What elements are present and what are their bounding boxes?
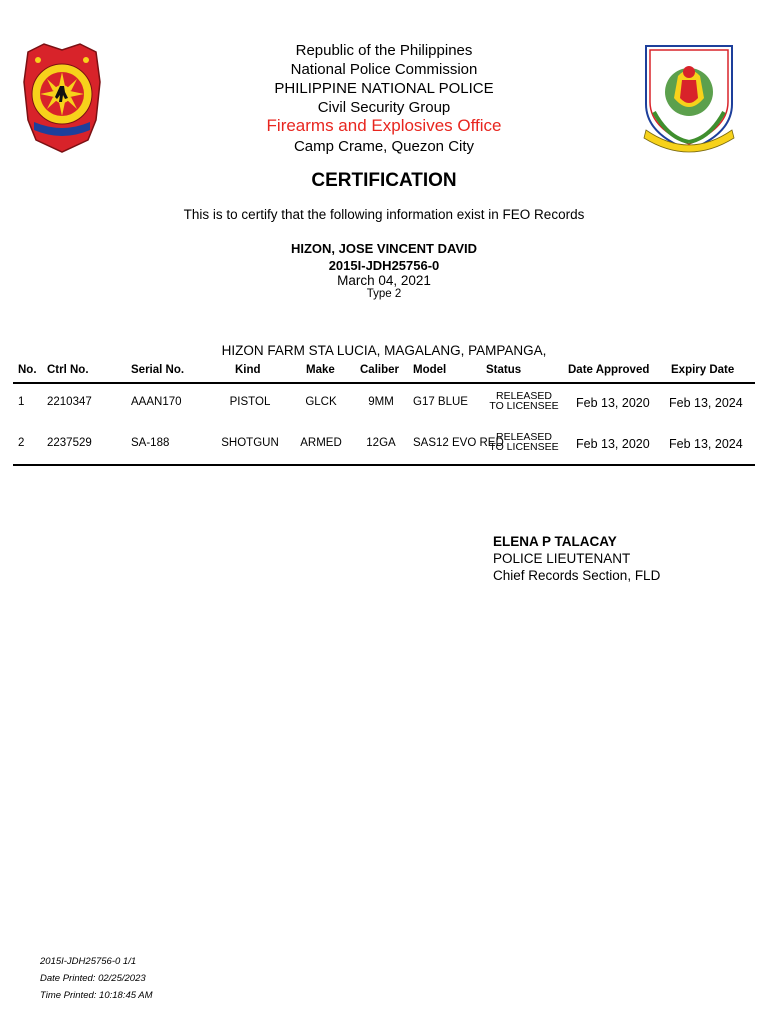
cell-make: GLCK xyxy=(305,396,337,408)
col-header-status: Status xyxy=(486,364,522,376)
table-bottom-rule xyxy=(13,464,755,466)
certification-date: March 04, 2021 xyxy=(337,273,431,288)
col-header-make: Make xyxy=(306,364,335,376)
header-office: Firearms and Explosives Office xyxy=(266,116,502,135)
table-top-rule xyxy=(13,382,755,384)
cell-ctrl-no: 2237529 xyxy=(47,437,92,449)
status-line: RELEASED xyxy=(495,390,553,402)
header-csg: Civil Security Group xyxy=(317,99,451,116)
status-line: TO LICENSEE xyxy=(489,400,559,412)
col-header-model: Model xyxy=(413,364,447,376)
cell-kind: SHOTGUN xyxy=(221,437,279,449)
cell-no: 2 xyxy=(18,437,25,449)
license-type: Type 2 xyxy=(366,288,402,300)
status-line: TO LICENSEE xyxy=(489,441,559,453)
col-header-expiry-date: Expiry Date xyxy=(671,364,735,376)
signatory-name: ELENA P TALACAY xyxy=(493,534,617,549)
cell-expiry-date: Feb 13, 2024 xyxy=(669,437,743,451)
cell-model: G17 BLUE xyxy=(413,396,468,408)
cell-caliber: 9MM xyxy=(368,396,394,408)
cell-ctrl-no: 2210347 xyxy=(47,396,92,408)
col-header-kind: Kind xyxy=(235,364,261,376)
header-location: Camp Crame, Quezon City xyxy=(293,138,475,155)
cell-status xyxy=(482,432,566,452)
signatory-position: Chief Records Section, FLD xyxy=(493,568,661,583)
col-header-date-approved: Date Approved xyxy=(568,364,650,376)
cell-make: ARMED xyxy=(300,437,342,449)
cell-date-approved: Feb 13, 2020 xyxy=(576,437,650,451)
document-title: CERTIFICATION xyxy=(311,170,457,191)
cell-caliber: 12GA xyxy=(366,437,396,449)
col-header-serial-no: Serial No. xyxy=(131,364,185,376)
footer-page-ref: 2015I-JDH25756-0 1/1 xyxy=(40,956,137,967)
cell-kind: PISTOL xyxy=(229,396,271,408)
cell-serial-no: AAAN170 xyxy=(131,396,182,408)
col-header-caliber: Caliber xyxy=(360,364,399,376)
signatory-rank: POLICE LIEUTENANT xyxy=(493,551,631,566)
header-napolcom: National Police Commission xyxy=(290,61,478,78)
cell-model: SAS12 EVO RED xyxy=(413,437,504,449)
cell-expiry-date: Feb 13, 2024 xyxy=(669,396,743,410)
header-pnp: PHILIPPINE NATIONAL POLICE xyxy=(274,80,494,97)
header-republic: Republic of the Philippines xyxy=(295,42,473,59)
status-line: RELEASED xyxy=(495,431,553,443)
cell-status xyxy=(482,391,566,411)
footer-date-printed: Date Printed: 02/25/2023 xyxy=(40,973,146,984)
licensee-name: HIZON, JOSE VINCENT DAVID xyxy=(290,241,478,256)
licensee-address: HIZON FARM STA LUCIA, MAGALANG, PAMPANGA, xyxy=(221,343,547,358)
col-header-no: No. xyxy=(18,364,37,376)
intro-text: This is to certify that the following information exist in FEO Records xyxy=(183,207,585,222)
col-header-ctrl-no: Ctrl No. xyxy=(47,364,89,376)
licensee-control-number: 2015I-JDH25756-0 xyxy=(328,258,440,273)
cell-serial-no: SA-188 xyxy=(131,437,170,449)
cell-no: 1 xyxy=(18,396,25,408)
footer-time-printed: Time Printed: 10:18:45 AM xyxy=(40,990,153,1001)
cell-date-approved: Feb 13, 2020 xyxy=(576,396,650,410)
